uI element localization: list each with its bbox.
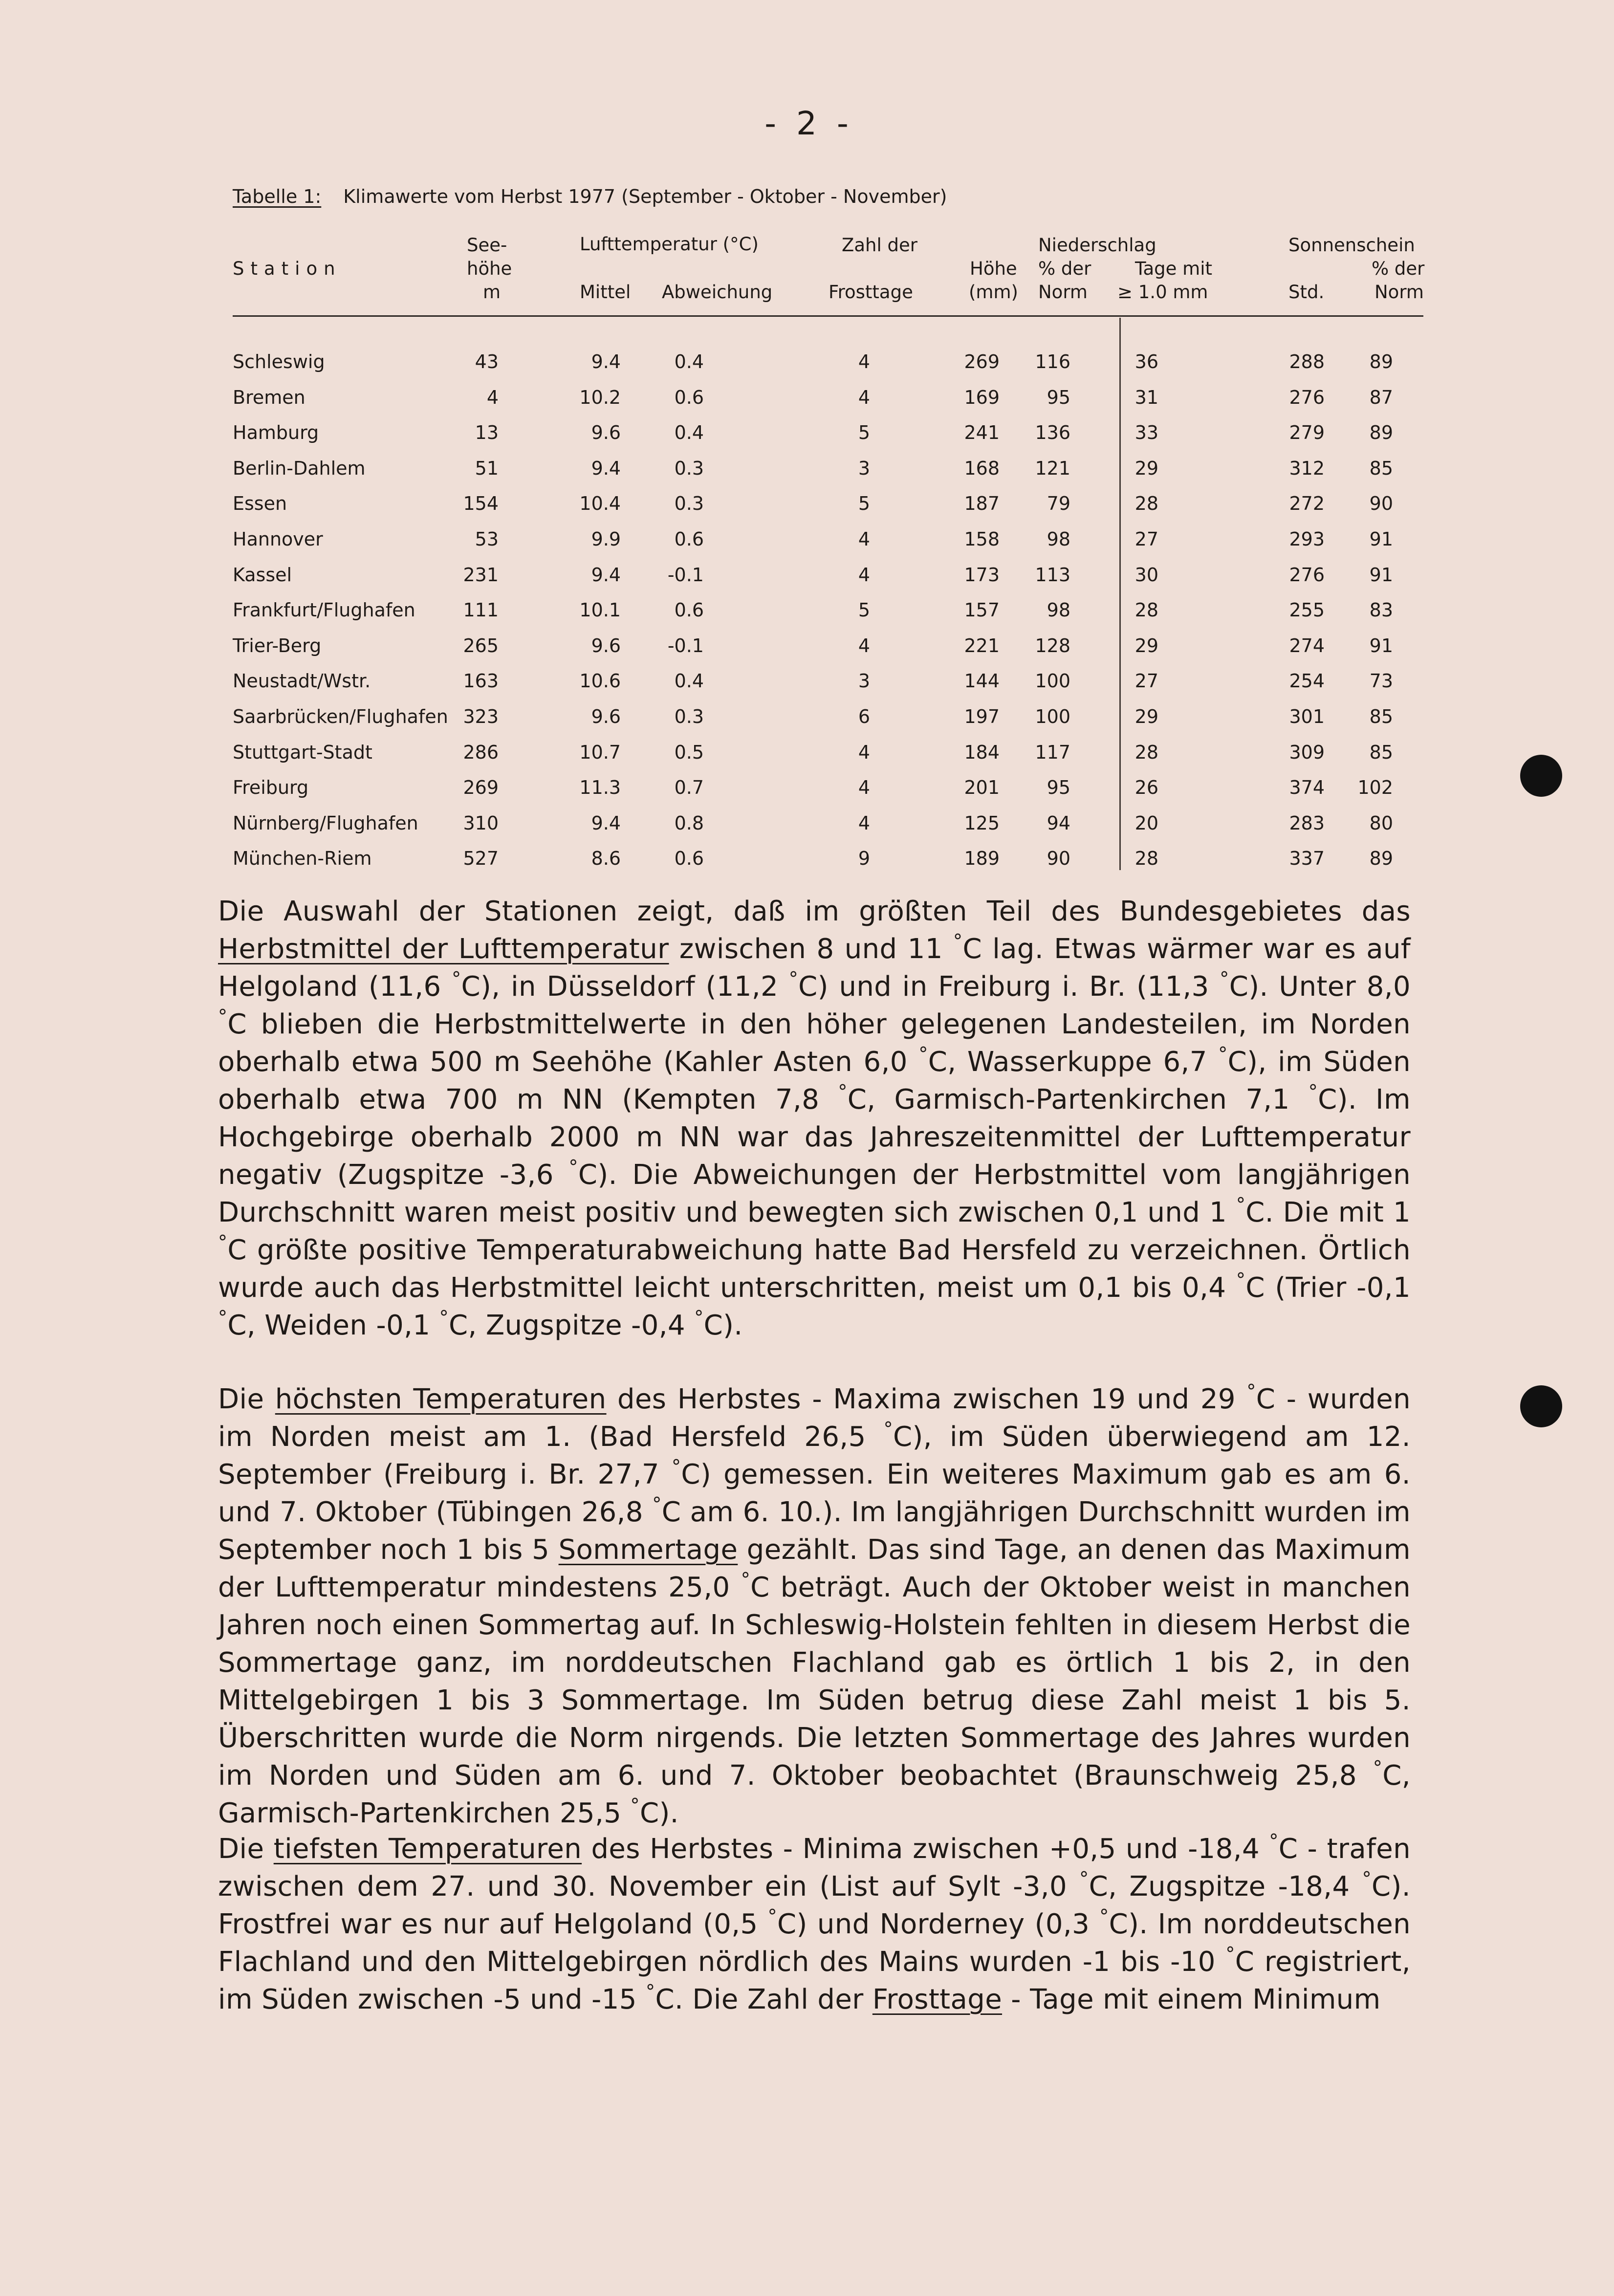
page-number: - 2 - (764, 105, 853, 142)
cell-std: 276 (1289, 564, 1325, 586)
header-niederschlag: Niederschlag (1038, 235, 1156, 256)
cell-frost: 4 (858, 634, 870, 656)
cell-abw: 0.6 (674, 528, 704, 550)
cell-station: Hannover (233, 528, 323, 550)
text-run: C) gemessen. Ein weiteres Maximum gab es am 6. und 7. Oktober (Tübingen 26,8 (218, 1459, 1411, 1528)
cell-tage: 27 (1134, 528, 1158, 550)
cell-station: Bremen (233, 386, 305, 408)
cell-mittel: 9.9 (591, 528, 621, 550)
cell-mittel: 9.6 (591, 634, 621, 656)
cell-abw: 0.4 (674, 351, 704, 372)
cell-abw: 0.4 (674, 422, 704, 444)
cell-nieder: 187 (964, 493, 1000, 515)
degree-sign: ° (838, 1081, 848, 1102)
cell-tage: 29 (1134, 634, 1158, 656)
text-run: C - trafen zwischen dem 27. und 30. November ein (List auf Sylt -3,0 (218, 1833, 1411, 1902)
degree-sign: ° (1236, 1269, 1246, 1290)
text-run: C beträgt. Auch der Oktober weist in manchen Jahren noch einen Sommertag auf. In Schleswig-Holstein fehlten in diesem Herbst die Sommertage ganz, im norddeutschen Flachland gab es örtlich 1 bis 2, in den Mittelgebirgen 1 bis 3 Sommertage. Im Süden betrug diese Zahl meist 1 bis 5. Überschritten wurde die Norm nirgends. Die letzten Sommertage des Jahres wurden im Norden und Süden am 6. und 7. Oktober beobachtet (Braunschweig 25,8 (218, 1572, 1411, 1792)
text-run: C, Weiden -0,1 (227, 1310, 439, 1341)
text-run: C blieben die Herbstmittelwerte in den höher gelegenen Landesteilen, im Norden oberhalb etwa 500 m Seehöhe (Kahler Asten 6,0 (218, 1008, 1411, 1078)
cell-npct: 117 (1035, 741, 1070, 763)
cell-spct: 85 (1369, 741, 1393, 763)
cell-abw: 0.6 (674, 599, 704, 621)
cell-npct: 94 (1047, 812, 1070, 834)
table-header-rule (233, 315, 1423, 317)
cell-spct: 89 (1369, 422, 1393, 444)
table-caption-text: Klimawerte vom Herbst 1977 (September - Oktober - November) (343, 186, 947, 207)
degree-sign: ° (218, 1231, 228, 1253)
cell-npct: 98 (1047, 599, 1070, 621)
header-mm: (mm) (969, 282, 1018, 303)
degree-sign: ° (788, 968, 799, 989)
header-sonnenschein: Sonnenschein (1288, 235, 1415, 256)
underlined-term: Frosttage (872, 1984, 1003, 2015)
cell-abw: 0.7 (674, 777, 704, 799)
cell-nieder: 168 (964, 457, 1000, 479)
text-run: des Herbstes - Maxima zwischen 19 und 29 (606, 1383, 1247, 1415)
text-run: C) und Norderney (0,3 (777, 1908, 1100, 1940)
cell-spct: 80 (1369, 812, 1393, 834)
cell-frost: 4 (858, 812, 870, 834)
cell-nieder: 144 (964, 670, 1000, 692)
punch-hole (1520, 1385, 1562, 1427)
cell-tage: 20 (1134, 812, 1158, 834)
degree-sign: ° (883, 1418, 894, 1440)
cell-spct: 91 (1369, 564, 1393, 586)
table-row (0, 848, 1614, 879)
cell-std: 283 (1289, 812, 1325, 834)
cell-hoehe: 111 (463, 599, 499, 621)
degree-sign: ° (652, 1493, 662, 1515)
cell-tage: 31 (1134, 386, 1158, 408)
cell-mittel: 9.4 (591, 457, 621, 479)
cell-npct: 95 (1047, 386, 1070, 408)
cell-npct: 116 (1035, 351, 1070, 372)
degree-sign: ° (452, 968, 461, 989)
header-seehoehe-2: höhe (467, 258, 512, 279)
degree-sign: ° (1099, 1905, 1109, 1927)
cell-abw: 0.6 (674, 848, 704, 870)
cell-station: München-Riem (233, 848, 372, 870)
cell-std: 301 (1289, 706, 1325, 727)
cell-nieder: 169 (964, 386, 1000, 408)
paragraph-herbstmittel (218, 893, 1411, 1344)
header-mittel: Mittel (580, 282, 631, 303)
cell-npct: 98 (1047, 528, 1070, 550)
table-row (0, 599, 1614, 631)
degree-sign: ° (439, 1307, 449, 1328)
degree-sign: ° (741, 1569, 751, 1590)
cell-npct: 100 (1035, 670, 1070, 692)
cell-nieder: 221 (964, 634, 1000, 656)
cell-spct: 73 (1369, 670, 1393, 692)
degree-sign: ° (1308, 1081, 1318, 1102)
table-row (0, 387, 1614, 418)
text-run: C lag. Etwas wärmer war es auf Helgoland (11,6 (218, 933, 1411, 1003)
cell-abw: 0.3 (674, 706, 704, 727)
degree-sign: ° (1079, 1868, 1089, 1889)
degree-sign: ° (218, 1307, 228, 1328)
table-row (0, 564, 1614, 595)
cell-tage: 36 (1134, 351, 1158, 372)
cell-nieder: 158 (964, 528, 1000, 550)
table-caption (233, 186, 947, 207)
cell-frost: 5 (858, 599, 870, 621)
degree-sign: ° (694, 1307, 704, 1328)
cell-hoehe: 53 (475, 528, 499, 550)
cell-mittel: 9.6 (591, 422, 621, 444)
text-run: C (Trier -0,1 (1245, 1272, 1411, 1304)
cell-hoehe: 286 (463, 741, 499, 763)
cell-std: 272 (1289, 493, 1325, 515)
text-run: C - wurden im Norden meist am 1. (Bad Hersfeld 26,5 (218, 1383, 1411, 1453)
text-run: C. Die Zahl der (655, 1984, 872, 2015)
cell-std: 374 (1289, 777, 1325, 799)
cell-frost: 4 (858, 777, 870, 799)
cell-hoehe: 4 (486, 386, 499, 408)
text-run: C registriert, im Süden zwischen -5 und -15 (218, 1946, 1411, 2015)
cell-hoehe: 265 (463, 634, 499, 656)
cell-mittel: 9.4 (591, 351, 621, 372)
cell-station: Neustadt/Wstr. (233, 670, 371, 692)
degree-sign: ° (568, 1156, 578, 1178)
cell-std: 274 (1289, 634, 1325, 656)
cell-std: 312 (1289, 457, 1325, 479)
cell-nieder: 201 (964, 777, 1000, 799)
cell-station: Freiburg (233, 777, 309, 799)
cell-nieder: 269 (964, 351, 1000, 372)
cell-nieder: 241 (964, 422, 1000, 444)
cell-mittel: 10.2 (579, 386, 621, 408)
underlined-term: höchsten Temperaturen (275, 1383, 607, 1415)
cell-tage: 27 (1134, 670, 1158, 692)
cell-hoehe: 13 (475, 422, 499, 444)
cell-std: 288 (1289, 351, 1325, 372)
table-row (0, 351, 1614, 382)
table-caption-label: Tabelle 1: (233, 186, 322, 207)
table-row (0, 458, 1614, 489)
cell-station: Berlin-Dahlem (233, 457, 366, 479)
cell-abw: 0.5 (674, 741, 704, 763)
text-run: C). Im Hochgebirge oberhalb 2000 m NN war das Jahreszeitenmittel der Lufttemperatur negativ (Zugspitze -3,6 (218, 1084, 1411, 1191)
cell-tage: 28 (1134, 848, 1158, 870)
header-sonne-norm: Norm (1374, 282, 1424, 303)
text-run: C, Wasserkuppe 6,7 (928, 1046, 1219, 1078)
degree-sign: ° (1362, 1868, 1372, 1889)
degree-sign: ° (1220, 968, 1229, 989)
cell-frost: 3 (858, 457, 870, 479)
cell-frost: 4 (858, 564, 870, 586)
paragraph-hoechste-temperaturen (218, 1380, 1411, 1832)
degree-sign: ° (1236, 1194, 1246, 1215)
header-norm: Norm (1038, 282, 1088, 303)
cell-std: 255 (1289, 599, 1325, 621)
table-row (0, 635, 1614, 666)
table-row (0, 670, 1614, 701)
degree-sign: ° (671, 1456, 681, 1477)
cell-std: 309 (1289, 741, 1325, 763)
underlined-term: Herbstmittel der Lufttemperatur (218, 933, 669, 965)
text-run: C). Im norddeutschen Flachland und den Mittelgebirgen nördlich des Mains wurden -1 bis -10 (218, 1908, 1411, 1978)
cell-spct: 90 (1369, 493, 1393, 515)
cell-nieder: 189 (964, 848, 1000, 870)
header-sonne-pct-der: % der (1372, 258, 1425, 279)
text-run: zwischen 8 und 11 (669, 933, 954, 965)
text-run: des Herbstes - Minima zwischen +0,5 und -18,4 (582, 1833, 1269, 1865)
table-row (0, 528, 1614, 560)
text-run: C) und in Freiburg i. Br. (11,3 (798, 971, 1220, 1003)
degree-sign: ° (1225, 1943, 1235, 1965)
table-row (0, 812, 1614, 844)
text-run: C, Garmisch-Partenkirchen 7,1 (847, 1084, 1309, 1115)
header-hoehe: Höhe (970, 258, 1017, 279)
text-run: C). (703, 1310, 743, 1341)
cell-nieder: 157 (964, 599, 1000, 621)
cell-mittel: 9.6 (591, 706, 621, 727)
table-row (0, 742, 1614, 773)
cell-mittel: 11.3 (579, 777, 621, 799)
cell-abw: 0.4 (674, 670, 704, 692)
header-ge-1mm: ≥ 1.0 mm (1117, 282, 1208, 303)
cell-std: 276 (1289, 386, 1325, 408)
text-run: - Tage mit einem Minimum (1002, 1984, 1381, 2015)
cell-npct: 128 (1035, 634, 1070, 656)
cell-spct: 91 (1369, 634, 1393, 656)
cell-spct: 89 (1369, 848, 1393, 870)
cell-abw: -0.1 (667, 634, 704, 656)
cell-hoehe: 51 (475, 457, 499, 479)
cell-hoehe: 154 (463, 493, 499, 515)
cell-spct: 87 (1369, 386, 1393, 408)
cell-nieder: 197 (964, 706, 1000, 727)
cell-tage: 29 (1134, 457, 1158, 479)
cell-spct: 83 (1369, 599, 1393, 621)
cell-nieder: 173 (964, 564, 1000, 586)
cell-std: 337 (1289, 848, 1325, 870)
cell-station: Hamburg (233, 422, 319, 444)
table-row (0, 493, 1614, 524)
paragraph-tiefste-temperaturen (218, 1830, 1411, 2018)
cell-spct: 85 (1369, 706, 1393, 727)
cell-nieder: 125 (964, 812, 1000, 834)
cell-std: 254 (1289, 670, 1325, 692)
text-run: C), im Süden überwiegend am 12. September (Freiburg i. Br. 27,7 (218, 1421, 1411, 1490)
header-std: Std. (1288, 282, 1325, 303)
text-run: Die (218, 1833, 274, 1865)
degree-sign: ° (646, 1981, 655, 2002)
header-frosttage: Frosttage (829, 282, 913, 303)
cell-hoehe: 43 (475, 351, 499, 372)
cell-abw: -0.1 (667, 564, 704, 586)
cell-frost: 4 (858, 741, 870, 763)
cell-hoehe: 527 (463, 848, 499, 870)
degree-sign: ° (218, 1006, 228, 1027)
cell-station: Nürnberg/Flughafen (233, 812, 418, 834)
cell-frost: 6 (858, 706, 870, 727)
cell-hoehe: 231 (463, 564, 499, 586)
degree-sign: ° (1373, 1757, 1383, 1778)
degree-sign: ° (1218, 1043, 1228, 1065)
text-run: C), im Süden oberhalb etwa 700 m NN (Kempten 7,8 (218, 1046, 1411, 1115)
cell-hoehe: 310 (463, 812, 499, 834)
cell-mittel: 10.4 (579, 493, 621, 515)
cell-mittel: 10.6 (579, 670, 621, 692)
text-run: C), in Düsseldorf (11,2 (461, 971, 789, 1003)
header-tage-mit: Tage mit (1135, 258, 1212, 279)
text-run: Die Auswahl der Stationen zeigt, daß im größten Teil des Bundesgebietes das (218, 896, 1411, 927)
text-run: C). Die Abweichungen der Herbstmittel vom langjährigen Durchschnitt waren meist positiv und bewegten sich zwischen 0,1 und 1 (218, 1159, 1411, 1228)
cell-npct: 79 (1047, 493, 1070, 515)
degree-sign: ° (953, 930, 963, 952)
text-run: gezählt. Das sind Tage, an denen das Maximum der Lufttemperatur mindestens 25,0 (218, 1534, 1411, 1603)
underlined-term: Sommertage (558, 1534, 738, 1566)
cell-mittel: 9.4 (591, 812, 621, 834)
table-row (0, 422, 1614, 453)
cell-npct: 95 (1047, 777, 1070, 799)
header-pct-der: % der (1038, 258, 1091, 279)
header-lufttemperatur: Lufttemperatur (°C) (580, 234, 759, 255)
degree-sign: ° (1246, 1380, 1256, 1402)
cell-npct: 121 (1035, 457, 1070, 479)
header-seehoehe-3: m (483, 282, 501, 303)
table-row (0, 706, 1614, 737)
cell-nieder: 184 (964, 741, 1000, 763)
cell-npct: 100 (1035, 706, 1070, 727)
text-run: Die (218, 1383, 275, 1415)
cell-tage: 26 (1134, 777, 1158, 799)
header-seehoehe-1: See- (467, 235, 507, 256)
cell-abw: 0.6 (674, 386, 704, 408)
text-run: C größte positive Temperaturabweichung hatte Bad Hersfeld zu verzeichnen. Örtlich wurde auch das Herbstmittel leicht unterschritten, meist um 0,1 bis 0,4 (218, 1234, 1411, 1304)
cell-station: Schleswig (233, 351, 325, 372)
cell-tage: 28 (1134, 599, 1158, 621)
cell-tage: 29 (1134, 706, 1158, 727)
table-row (0, 777, 1614, 808)
cell-hoehe: 323 (463, 706, 499, 727)
cell-frost: 3 (858, 670, 870, 692)
cell-hoehe: 269 (463, 777, 499, 799)
cell-spct: 89 (1369, 351, 1393, 372)
text-run: C). Frostfrei war es nur auf Helgoland (0,5 (218, 1871, 1411, 1940)
cell-station: Kassel (233, 564, 292, 586)
degree-sign: ° (630, 1794, 640, 1816)
cell-station: Saarbrücken/Flughafen (233, 706, 448, 727)
cell-station: Trier-Berg (233, 634, 322, 656)
cell-station: Frankfurt/Flughafen (233, 599, 415, 621)
cell-npct: 90 (1047, 848, 1070, 870)
text-run: C am 6. 10.). Im langjährigen Durchschnitt wurden im September noch 1 bis 5 (218, 1496, 1411, 1566)
cell-frost: 4 (858, 528, 870, 550)
text-run: C). (639, 1797, 679, 1829)
cell-abw: 0.8 (674, 812, 704, 834)
header-zahl-der: Zahl der (842, 235, 917, 256)
text-run: C. Die mit 1 (1245, 1197, 1411, 1228)
cell-std: 293 (1289, 528, 1325, 550)
cell-tage: 33 (1134, 422, 1158, 444)
degree-sign: ° (1269, 1830, 1279, 1852)
cell-mittel: 10.1 (579, 599, 621, 621)
text-run: C, Garmisch-Partenkirchen 25,5 (218, 1760, 1411, 1829)
text-run: C, Zugspitze -18,4 (1089, 1871, 1362, 1902)
cell-tage: 28 (1134, 493, 1158, 515)
header-abweichung: Abweichung (662, 282, 773, 303)
cell-frost: 5 (858, 493, 870, 515)
cell-abw: 0.3 (674, 457, 704, 479)
cell-frost: 4 (858, 386, 870, 408)
degree-sign: ° (767, 1905, 778, 1927)
cell-mittel: 9.4 (591, 564, 621, 586)
cell-tage: 30 (1134, 564, 1158, 586)
cell-frost: 9 (858, 848, 870, 870)
text-run: C). Unter 8,0 (1229, 971, 1411, 1003)
cell-npct: 136 (1035, 422, 1070, 444)
underlined-term: tiefsten Temperaturen (273, 1833, 582, 1865)
degree-sign: ° (918, 1043, 928, 1065)
cell-spct: 85 (1369, 457, 1393, 479)
cell-spct: 91 (1369, 528, 1393, 550)
cell-spct: 102 (1357, 777, 1393, 799)
cell-mittel: 8.6 (591, 848, 621, 870)
cell-hoehe: 163 (463, 670, 499, 692)
cell-abw: 0.3 (674, 493, 704, 515)
cell-station: Stuttgart-Stadt (233, 741, 372, 763)
cell-station: Essen (233, 493, 287, 515)
header-station: Station (233, 258, 342, 279)
cell-mittel: 10.7 (579, 741, 621, 763)
cell-npct: 113 (1035, 564, 1070, 586)
cell-frost: 5 (858, 422, 870, 444)
cell-frost: 4 (858, 351, 870, 372)
cell-std: 279 (1289, 422, 1325, 444)
text-run: C, Zugspitze -0,4 (448, 1310, 695, 1341)
cell-tage: 28 (1134, 741, 1158, 763)
